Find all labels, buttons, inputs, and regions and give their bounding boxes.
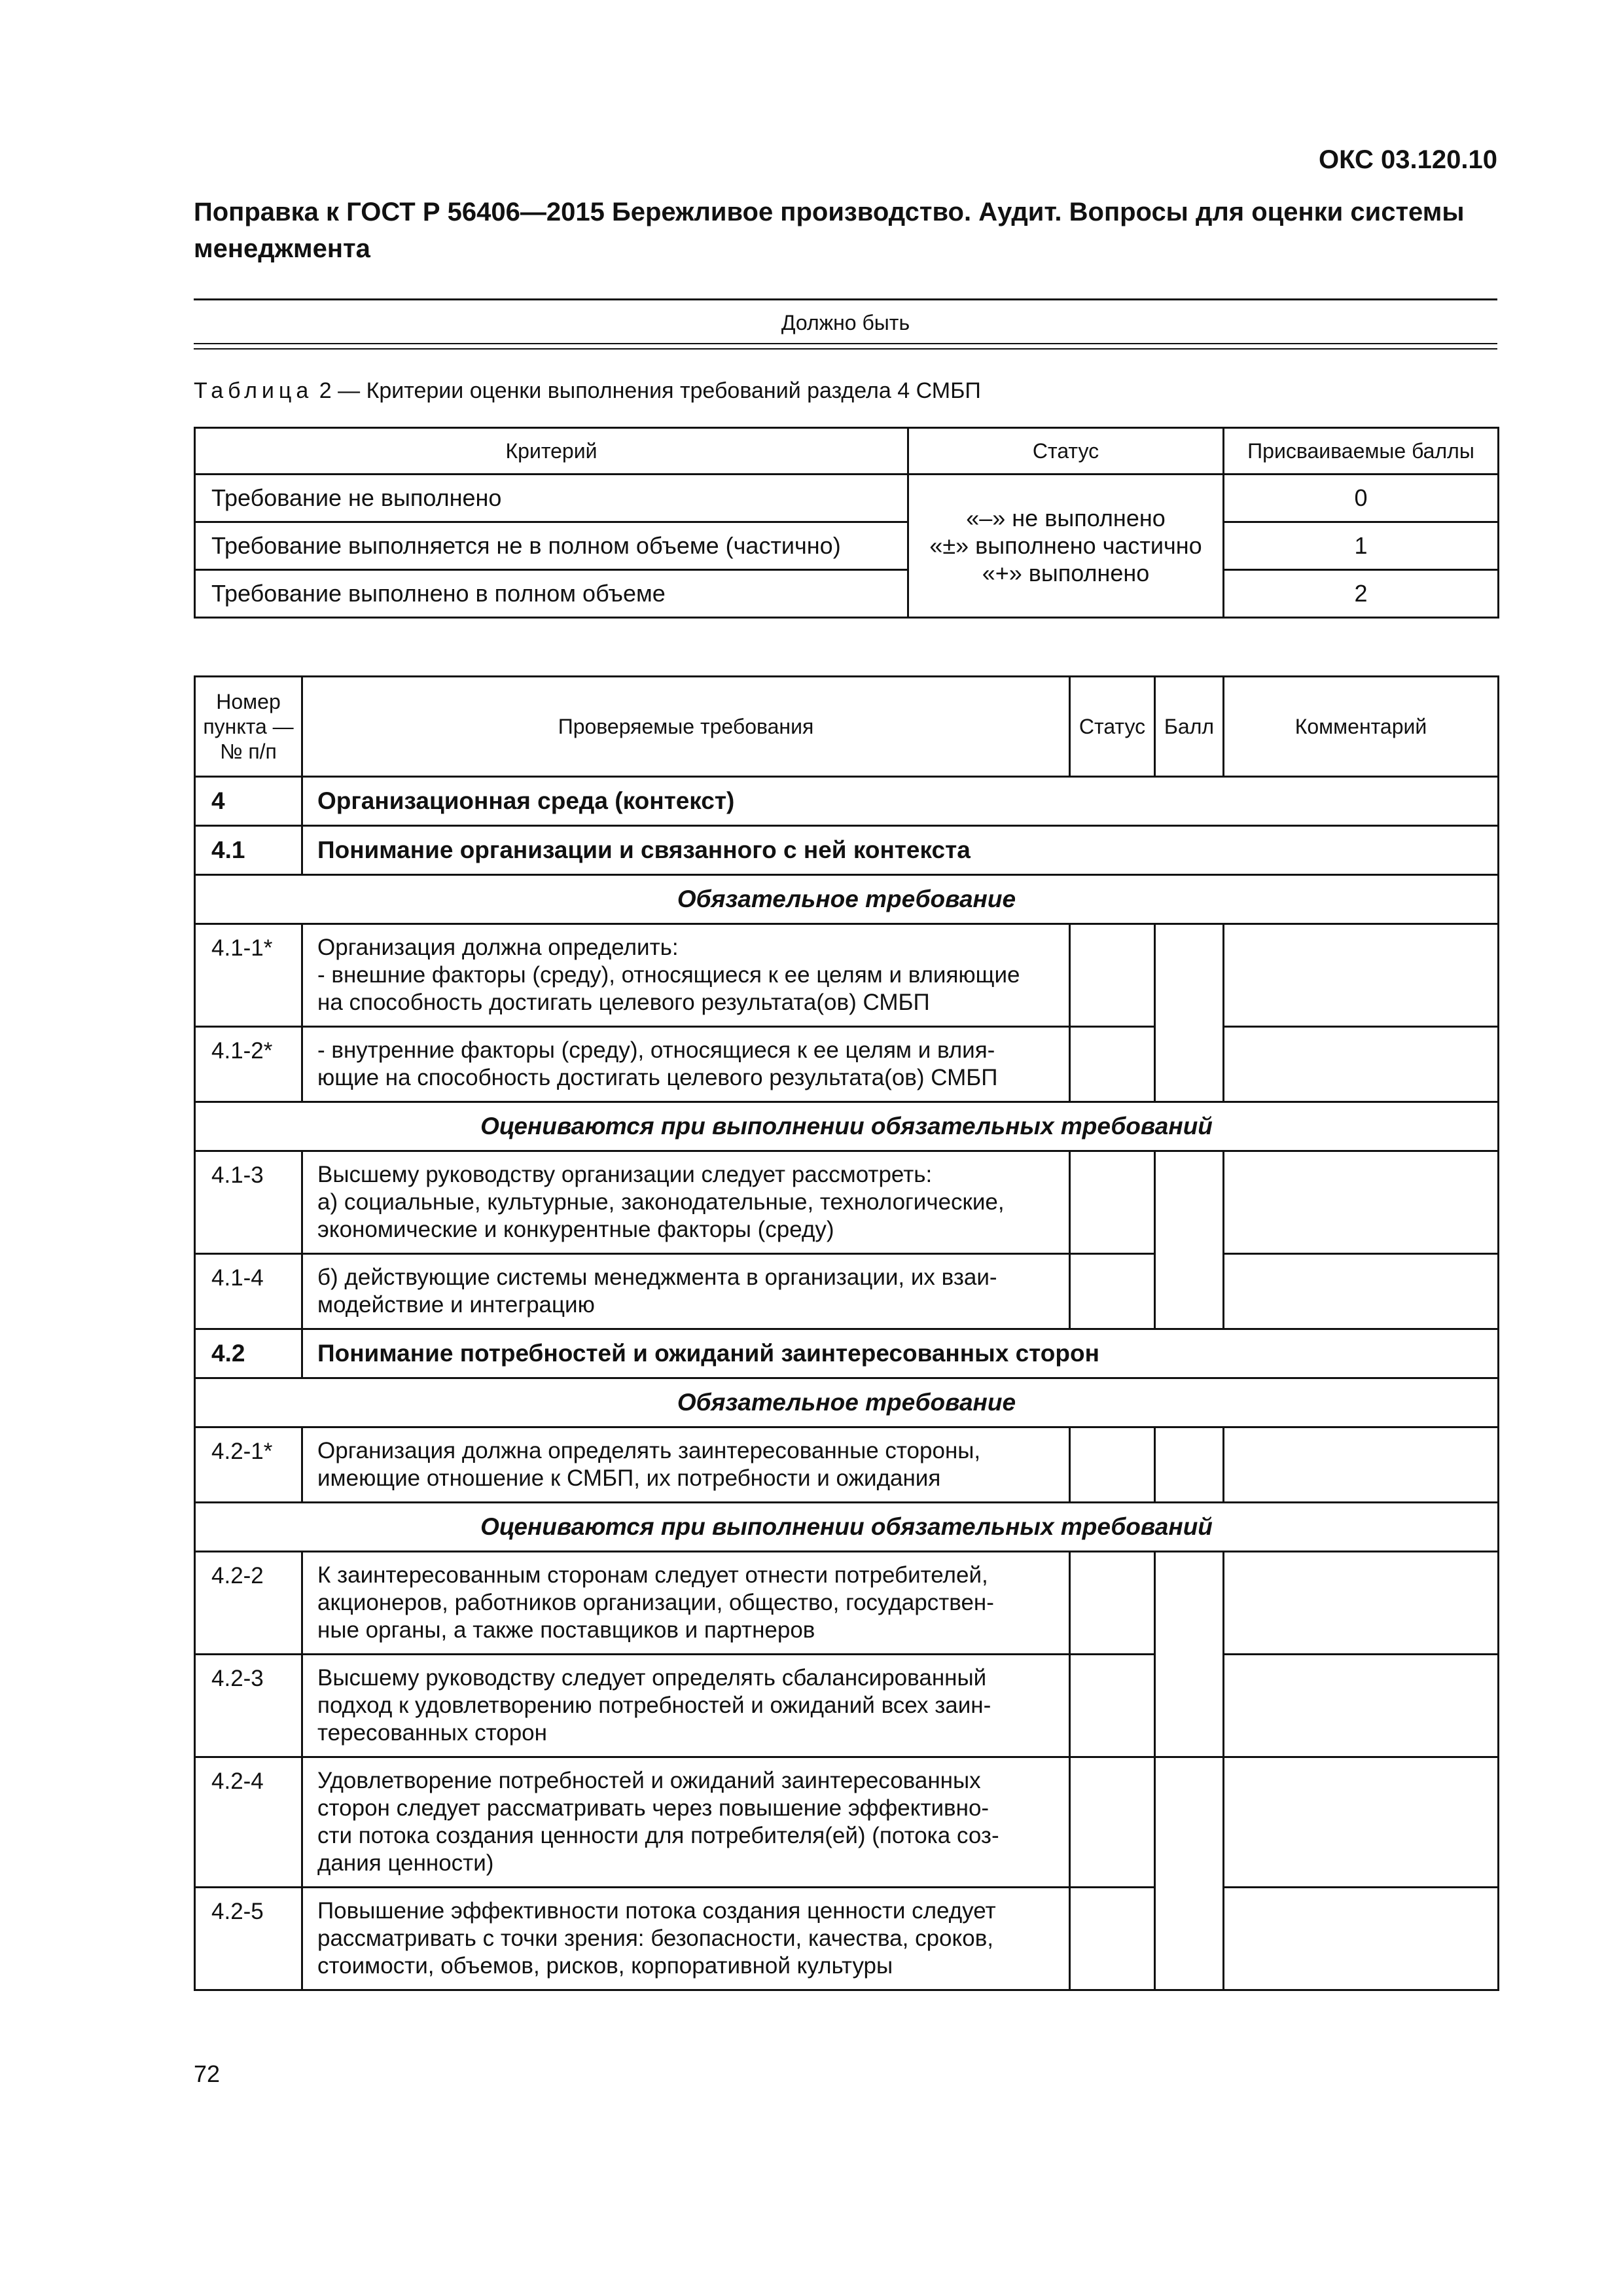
status-cell[interactable]	[1070, 1027, 1155, 1102]
score-cell[interactable]	[1155, 1427, 1224, 1503]
text-line: ющие на способность достигать целевого результата(ов) СМБП	[317, 1065, 998, 1090]
banner-row	[195, 1102, 1499, 1151]
item-text	[302, 1027, 1070, 1102]
text-line: Повышение эффективности потока создания ценности следует	[317, 1898, 996, 1924]
item-text	[302, 924, 1070, 1027]
status-cell[interactable]	[1070, 1254, 1155, 1329]
table-row	[195, 1655, 1499, 1757]
score-cell: 0	[1224, 475, 1499, 522]
item-number: 4.1-2*	[195, 1027, 302, 1102]
item-number: 4.2-5	[195, 1888, 302, 1990]
text-line: имеющие отношение к СМБП, их потребности и ожидания	[317, 1465, 941, 1491]
divider-double-2	[194, 348, 1497, 350]
text-line: тересованных сторон	[317, 1720, 547, 1746]
score-cell[interactable]	[1155, 1552, 1224, 1757]
header-number-line: пункта —	[203, 715, 294, 738]
criteria-status-cell	[908, 475, 1224, 618]
item-text	[302, 1655, 1070, 1757]
table-row	[195, 1151, 1499, 1254]
status-cell[interactable]	[1070, 1888, 1155, 1990]
status-line: «+» выполнено	[982, 560, 1150, 586]
score-cell[interactable]	[1155, 1151, 1224, 1329]
table-row	[195, 1427, 1499, 1503]
section-number: 4	[195, 777, 302, 826]
criteria-row	[195, 570, 1499, 618]
text-line: сторон следует рассматривать через повышение эффективно-	[317, 1795, 990, 1821]
criteria-header-status: Статус	[908, 428, 1224, 475]
divider-top	[194, 298, 1497, 300]
header-comment: Комментарий	[1224, 677, 1499, 777]
item-text	[302, 1888, 1070, 1990]
divider-double-1	[194, 343, 1497, 344]
table-row	[195, 1888, 1499, 1990]
table-row	[195, 1757, 1499, 1888]
banner-row	[195, 1378, 1499, 1427]
text-line: К заинтересованным сторонам следует отнести потребителей,	[317, 1562, 988, 1588]
section-number: 4.2	[195, 1329, 302, 1378]
text-line: Высшему руководству следует определять сбалансированный	[317, 1665, 987, 1691]
header-score: Балл	[1155, 677, 1224, 777]
item-number: 4.2-4	[195, 1757, 302, 1888]
text-line: экономические и конкурентные факторы (среду)	[317, 1217, 834, 1242]
comment-cell[interactable]	[1224, 924, 1499, 1027]
text-line: модействие и интеграцию	[317, 1292, 595, 1318]
status-cell[interactable]	[1070, 1151, 1155, 1254]
item-number: 4.1-3	[195, 1151, 302, 1254]
text-line: - внешние факторы (среду), относящиеся к ее целям и влияющие	[317, 962, 1020, 988]
section-title: Понимание потребностей и ожиданий заинтересованных сторон	[302, 1329, 1499, 1378]
requirements-table	[194, 675, 1499, 1991]
text-line: рассматривать с точки зрения: безопасности, качества, сроков,	[317, 1926, 994, 1951]
table-row	[195, 1027, 1499, 1102]
text-line: а) социальные, культурные, законодательные, технологические,	[317, 1189, 1005, 1215]
text-line: акционеров, работников организации, общество, государствен-	[317, 1590, 994, 1615]
item-number: 4.2-3	[195, 1655, 302, 1757]
comment-cell[interactable]	[1224, 1655, 1499, 1757]
table-caption-label: Таблица	[194, 378, 313, 403]
banner-row	[195, 1503, 1499, 1552]
banner-row	[195, 875, 1499, 924]
item-number: 4.1-1*	[195, 924, 302, 1027]
text-line: на способность достигать целевого результата(ов) СМБП	[317, 990, 930, 1015]
text-line: подход к удовлетворению потребностей и ожиданий всех заин-	[317, 1693, 991, 1718]
text-line: стоимости, объемов, рисков, корпоративной культуры	[317, 1953, 893, 1979]
text-line: ные органы, а также поставщиков и партнеров	[317, 1617, 815, 1643]
criteria-row	[195, 522, 1499, 570]
section-row-4-2	[195, 1329, 1499, 1378]
text-line: - внутренние факторы (среду), относящиеся к ее целям и влия-	[317, 1037, 995, 1063]
item-text	[302, 1427, 1070, 1503]
criteria-header-score: Присваиваемые баллы	[1224, 428, 1499, 475]
header-requirements: Проверяемые требования	[302, 677, 1070, 777]
criteria-row	[195, 475, 1499, 522]
item-number: 4.2-1*	[195, 1427, 302, 1503]
table-caption	[194, 378, 981, 404]
requirements-header-row	[195, 677, 1499, 777]
score-cell: 1	[1224, 522, 1499, 570]
criteria-cell: Требование выполняется не в полном объеме (частично)	[195, 522, 908, 570]
table-row	[195, 924, 1499, 1027]
status-cell[interactable]	[1070, 1552, 1155, 1655]
comment-cell[interactable]	[1224, 1552, 1499, 1655]
evaluated-banner: Оцениваются при выполнении обязательных требований	[195, 1503, 1499, 1552]
item-text	[302, 1757, 1070, 1888]
document-title: Поправка к ГОСТ Р 56406—2015 Бережливое производство. Аудит. Вопросы для оценки системы менеджмента	[194, 198, 1465, 263]
comment-cell[interactable]	[1224, 1757, 1499, 1888]
status-cell[interactable]	[1070, 924, 1155, 1027]
criteria-header-criterion: Критерий	[195, 428, 908, 475]
item-number: 4.1-4	[195, 1254, 302, 1329]
item-text	[302, 1151, 1070, 1254]
section-title: Организационная среда (контекст)	[302, 777, 1499, 826]
text-line: Удовлетворение потребностей и ожиданий заинтересованных	[317, 1768, 981, 1793]
page-number: 72	[194, 2060, 221, 2087]
criteria-cell: Требование выполнено в полном объеме	[195, 570, 908, 618]
table-caption-text: 2 — Критерии оценки выполнения требований раздела 4 СМБП	[319, 378, 981, 403]
section-row-4-1	[195, 826, 1499, 875]
status-line: «–» не выполнено	[966, 505, 1166, 531]
header-number	[195, 677, 302, 777]
text-line: Высшему руководству организации следует рассмотреть:	[317, 1162, 933, 1187]
comment-cell[interactable]	[1224, 1027, 1499, 1102]
section-title: Понимание организации и связанного с ней контекста	[302, 826, 1499, 875]
header-number-line: № п/п	[220, 740, 277, 763]
evaluated-banner: Оцениваются при выполнении обязательных требований	[195, 1102, 1499, 1151]
criteria-header-row	[195, 428, 1499, 475]
score-cell[interactable]	[1155, 924, 1224, 1102]
comment-cell[interactable]	[1224, 1888, 1499, 1990]
classification-code: ОКС 03.120.10	[1319, 145, 1497, 174]
item-text	[302, 1254, 1070, 1329]
must-be-label: Должно быть	[781, 311, 910, 334]
status-line: «±» выполнено частично	[929, 532, 1202, 559]
score-cell: 2	[1224, 570, 1499, 618]
text-line: Организация должна определять заинтересованные стороны,	[317, 1438, 981, 1463]
header-number-line: Номер	[216, 690, 281, 713]
score-cell[interactable]	[1155, 1757, 1224, 1990]
table-row	[195, 1254, 1499, 1329]
item-number: 4.2-2	[195, 1552, 302, 1655]
item-text	[302, 1552, 1070, 1655]
text-line: сти потока создания ценности для потребителя(ей) (потока соз-	[317, 1823, 999, 1848]
status-cell[interactable]	[1070, 1757, 1155, 1888]
status-cell[interactable]	[1070, 1655, 1155, 1757]
mandatory-banner: Обязательное требование	[195, 875, 1499, 924]
comment-cell[interactable]	[1224, 1151, 1499, 1254]
comment-cell[interactable]	[1224, 1254, 1499, 1329]
comment-cell[interactable]	[1224, 1427, 1499, 1503]
text-line: дания ценности)	[317, 1850, 494, 1876]
criteria-cell: Требование не выполнено	[195, 475, 908, 522]
section-row-4	[195, 777, 1499, 826]
mandatory-banner: Обязательное требование	[195, 1378, 1499, 1427]
status-cell[interactable]	[1070, 1427, 1155, 1503]
criteria-table	[194, 427, 1499, 619]
header-status: Статус	[1070, 677, 1155, 777]
text-line: б) действующие системы менеджмента в организации, их взаи-	[317, 1265, 997, 1290]
section-number: 4.1	[195, 826, 302, 875]
text-line: Организация должна определить:	[317, 935, 679, 960]
table-row	[195, 1552, 1499, 1655]
